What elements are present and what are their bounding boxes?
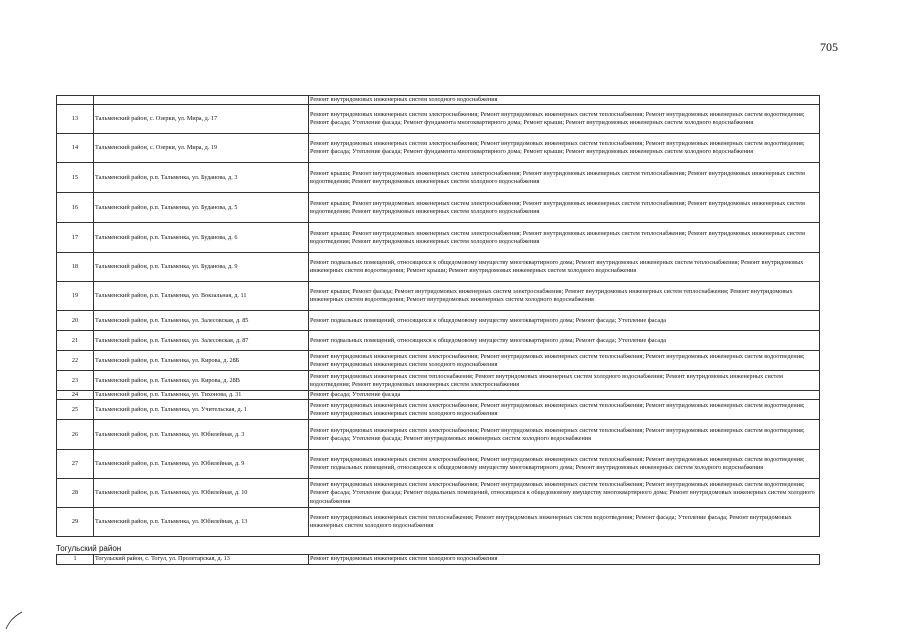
row-works: Ремонт внутридомовых инженерных систем теплоснабжения; Ремонт внутридомовых инженерных систем водоотведения; Ремонт фасада; Утепление фасада; Ремонт внутридомовых инженерных систем холодного водоснабжения bbox=[309, 508, 820, 537]
table-row bbox=[57, 479, 820, 508]
row-number: 18 bbox=[57, 253, 94, 282]
row-works: Ремонт внутридомовых инженерных систем холодного водоснабжения bbox=[309, 96, 820, 105]
row-works: Ремонт внутридомовых инженерных систем электроснабжения; Ремонт внутридомовых инженерных систем теплоснабжения; Ремонт внутридомовых инженерных систем водоотведения; Ремонт фасада; Утепление фасада; Ремонт фундамента многоквартирного дома; Ремонт крыши; Ремонт внутридомовых инженерных систем холодного водоснабжения bbox=[309, 105, 820, 134]
row-works: Ремонт подвальных помещений, относящихся к общедомовому имуществу многоквартирного дома; Ремонт фасада; Утепление фасада bbox=[309, 311, 820, 331]
table-row bbox=[57, 96, 820, 105]
pen-mark bbox=[4, 610, 24, 630]
row-works: Ремонт внутридомовых инженерных систем холодного водоснабжения bbox=[309, 555, 820, 565]
row-works: Ремонт крыши; Ремонт внутридомовых инженерных систем электроснабжения; Ремонт внутридомовых инженерных систем теплоснабжения; Ремонт внутридомовых инженерных систем водоотведения; Ремонт внутридомовых инженерных систем холодного водоснабжения bbox=[309, 223, 820, 253]
row-address: Тальменский район, р.п. Тальменка, ул. Буданова, д. 6 bbox=[94, 223, 309, 253]
row-number: 1 bbox=[57, 555, 94, 565]
row-works: Ремонт внутридомовых инженерных систем электроснабжения; Ремонт внутридомовых инженерных систем теплоснабжения; Ремонт внутридомовых инженерных систем водоотведения; Ремонт фасада; Утепление фасада; Ремонт подвальных помещений, относящихся к общедомовому имуществу многоквартирного дома; Ремонт внутридомовых инженерных систем холодного водоснабжения bbox=[309, 479, 820, 508]
table-row bbox=[57, 163, 820, 193]
row-works: Ремонт подвальных помещений, относящихся к общедомовому имуществу многоквартирного дома; Ремонт внутридомовых инженерных систем теплоснабжения; Ремонт внутридомовых инженерных систем водоотведения; Ремонт крыши; Ремонт внутридомовых инженерных систем холодного водоснабжения bbox=[309, 253, 820, 282]
table-row bbox=[57, 282, 820, 311]
table-row bbox=[57, 253, 820, 282]
row-address: Тальменский район, р.п. Тальменка, ул. Юбилейная, д. 9 bbox=[94, 450, 309, 479]
row-number: 17 bbox=[57, 223, 94, 253]
repair-table bbox=[56, 95, 820, 537]
region-heading: Тогульский район bbox=[56, 544, 122, 553]
table-row bbox=[57, 508, 820, 537]
row-address: Тальменский район, р.п. Тальменка, ул. Буданова, д. 5 bbox=[94, 193, 309, 223]
row-address bbox=[94, 96, 309, 105]
page-number: 705 bbox=[820, 40, 838, 54]
row-works: Ремонт внутридомовых инженерных систем электроснабжения; Ремонт внутридомовых инженерных систем теплоснабжения; Ремонт внутридомовых инженерных систем водоотведения; Ремонт внутридомовых инженерных систем холодного водоснабжения bbox=[309, 400, 820, 420]
table-row bbox=[57, 331, 820, 351]
row-address: Тальменский район, с. Озерки, ул. Мира, д. 19 bbox=[94, 134, 309, 163]
row-works: Ремонт внутридомовых инженерных систем теплоснабжения; Ремонт внутридомовых инженерных систем холодного водоснабжения; Ремонт внутридомовых инженерных систем водоотведения; Ремонт внутридомовых инженерных систем электроснабжения bbox=[309, 371, 820, 391]
table-row bbox=[57, 555, 820, 565]
row-address: Тальменский район, р.п. Тальменка, ул. Кирова, д. 28Б bbox=[94, 351, 309, 371]
row-address: Тальменский район, р.п. Тальменка, ул. Юбилейная, д. 3 bbox=[94, 420, 309, 450]
row-works: Ремонт внутридомовых инженерных систем электроснабжения; Ремонт внутридомовых инженерных систем теплоснабжения; Ремонт внутридомовых инженерных систем водоотведения; Ремонт фасада; Утепление фасада; Ремонт внутридомовых инженерных систем холодного водоснабжения bbox=[309, 420, 820, 450]
table-row bbox=[57, 311, 820, 331]
table-row bbox=[57, 420, 820, 450]
row-number: 26 bbox=[57, 420, 94, 450]
row-number: 19 bbox=[57, 282, 94, 311]
row-address: Тальменский район, р.п. Тальменка, ул. Юбилейная, д. 13 bbox=[94, 508, 309, 537]
row-number: 28 bbox=[57, 479, 94, 508]
row-address: Тальменский район, р.п. Тальменка, ул. Буданова, д. 9 bbox=[94, 253, 309, 282]
row-address: Тальменский район, с. Озерки, ул. Мира, д. 17 bbox=[94, 105, 309, 134]
row-number: 29 bbox=[57, 508, 94, 537]
row-number: 13 bbox=[57, 105, 94, 134]
table-row bbox=[57, 193, 820, 223]
row-works: Ремонт крыши; Ремонт внутридомовых инженерных систем электроснабжения; Ремонт внутридомовых инженерных систем теплоснабжения; Ремонт внутридомовых инженерных систем водоотведения; Ремонт внутридомовых инженерных систем холодного водоснабжения bbox=[309, 163, 820, 193]
table-row bbox=[57, 371, 820, 391]
row-works: Ремонт крыши; Ремонт внутридомовых инженерных систем электроснабжения; Ремонт внутридомовых инженерных систем теплоснабжения; Ремонт внутридомовых инженерных систем водоотведения; Ремонт внутридомовых инженерных систем холодного водоснабжения bbox=[309, 193, 820, 223]
row-number: 21 bbox=[57, 331, 94, 351]
row-works: Ремонт внутридомовых инженерных систем электроснабжения; Ремонт внутридомовых инженерных систем теплоснабжения; Ремонт внутридомовых инженерных систем водоотведения; Ремонт внутридомовых инженерных систем холодного водоснабжения bbox=[309, 351, 820, 371]
row-address: Тальменский район, р.п. Тальменка, ул. Вокзальная, д. 11 bbox=[94, 282, 309, 311]
table-row bbox=[57, 351, 820, 371]
row-works: Ремонт крыши; Ремонт фасада; Ремонт внутридомовых инженерных систем электроснабжения; Ремонт внутридомовых инженерных систем теплоснабжения; Ремонт внутридомовых инженерных систем водоотведения; Ремонт внутридомовых инженерных систем холодного водоснабжения bbox=[309, 282, 820, 311]
row-address: Тальменский район, р.п. Тальменка, ул. Буданова, д. 3 bbox=[94, 163, 309, 193]
row-address: Тальменский район, р.п. Тальменка, ул. Юбилейная, д. 10 bbox=[94, 479, 309, 508]
table-row bbox=[57, 134, 820, 163]
table-row bbox=[57, 400, 820, 420]
row-works: Ремонт внутридомовых инженерных систем электроснабжения; Ремонт внутридомовых инженерных систем теплоснабжения; Ремонт внутридомовых инженерных систем водоотведения; Ремонт фасада; Утепление фасада; Ремонт фундамента многоквартирного дома; Ремонт крыши; Ремонт внутридомовых инженерных систем холодного водоснабжения bbox=[309, 134, 820, 163]
row-address: Тальменский район, р.п. Тальменка, ул. Залесовская, д. 85 bbox=[94, 311, 309, 331]
row-works: Ремонт внутридомовых инженерных систем электроснабжения; Ремонт внутридомовых инженерных систем теплоснабжения; Ремонт внутридомовых инженерных систем водоотведения; Ремонт подвальных помещений, относящихся к общедомовому имуществу многоквартирного дома; Ремонт внутридомовых инженерных систем холодного водоснабжения bbox=[309, 450, 820, 479]
table-row bbox=[57, 450, 820, 479]
row-number: 27 bbox=[57, 450, 94, 479]
row-address: Тальменский район, р.п. Тальменка, ул. Учительская, д. 1 bbox=[94, 400, 309, 420]
table-row bbox=[57, 223, 820, 253]
row-number: 22 bbox=[57, 351, 94, 371]
row-number: 25 bbox=[57, 400, 94, 420]
row-address: Тальменский район, р.п. Тальменка, ул. Залесовская, д. 87 bbox=[94, 331, 309, 351]
row-number bbox=[57, 96, 94, 105]
row-address: Тогульский район, с. Тогул, ул. Пролетарская, д. 13 bbox=[94, 555, 309, 565]
table-row bbox=[57, 391, 820, 400]
row-number: 23 bbox=[57, 371, 94, 391]
row-works: Ремонт фасада; Утепление фасада bbox=[309, 391, 820, 400]
row-address: Тальменский район, р.п. Тальменка, ул. Кирова, д. 28В bbox=[94, 371, 309, 391]
row-address: Тальменский район, р.п. Тальменка, ул. Тихонова, д. 31 bbox=[94, 391, 309, 400]
repair-table-togul bbox=[56, 554, 820, 565]
row-number: 14 bbox=[57, 134, 94, 163]
row-number: 24 bbox=[57, 391, 94, 400]
table-row bbox=[57, 105, 820, 134]
row-number: 16 bbox=[57, 193, 94, 223]
row-number: 20 bbox=[57, 311, 94, 331]
row-works: Ремонт подвальных помещений, относящихся к общедомовому имуществу многоквартирного дома; Ремонт фасада; Утепление фасада bbox=[309, 331, 820, 351]
row-number: 15 bbox=[57, 163, 94, 193]
